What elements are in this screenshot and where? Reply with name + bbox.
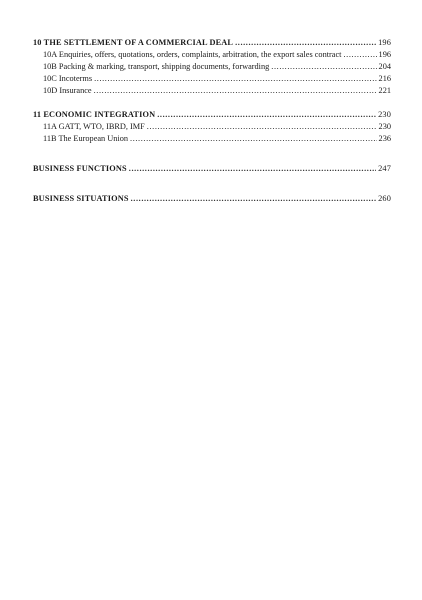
dot-leader [157,109,376,121]
page-number: 260 [378,194,391,203]
toc-business-functions [33,163,391,175]
toc-entry-11b [33,133,391,145]
chapter-title: BUSINESS SITUATIONS [33,194,129,203]
page-number: 247 [378,164,391,173]
toc-chapter-11 [33,109,391,121]
toc-entry-10b [33,61,391,73]
dot-leader [129,163,376,175]
dot-leader [235,37,376,49]
spacer [33,97,391,109]
dot-leader [271,61,376,73]
entry-title: 10B Packing & marking, transport, shipping documents, forwarding [43,62,270,71]
toc-entry-10a [33,49,391,61]
entry-title: 11B The European Union [43,134,129,143]
page-number: 196 [378,50,391,59]
page-number: 236 [378,134,391,143]
entry-title: 10A Enquiries, offers, quotations, orders, complaints, arbitration, the export sales contract [43,50,342,59]
page-number: 196 [378,38,391,47]
table-of-contents [33,37,391,205]
spacer [33,145,391,163]
dot-leader [130,133,377,145]
entry-title: 10C Incoterms [43,74,93,83]
toc-business-situations [33,193,391,205]
chapter-title: 11 ECONOMIC INTEGRATION [33,110,156,119]
dot-leader [131,193,376,205]
dot-leader [147,121,377,133]
page-number: 216 [378,74,391,83]
page-number: 230 [378,110,391,119]
page-number: 221 [378,86,391,95]
toc-entry-10d [33,85,391,97]
dot-leader [343,49,376,61]
spacer [33,175,391,193]
entry-title: 11A GATT, WTO, IBRD, IMF [43,122,145,131]
page-number: 204 [378,62,391,71]
page-number: 230 [378,122,391,131]
toc-entry-11a [33,121,391,133]
toc-chapter-10 [33,37,391,49]
entry-title: 10D Insurance [43,86,92,95]
toc-entry-10c [33,73,391,85]
chapter-title: 10 THE SETTLEMENT OF A COMMERCIAL DEAL [33,38,234,47]
chapter-title: BUSINESS FUNCTIONS [33,164,127,173]
dot-leader [94,73,376,85]
dot-leader [94,85,377,97]
